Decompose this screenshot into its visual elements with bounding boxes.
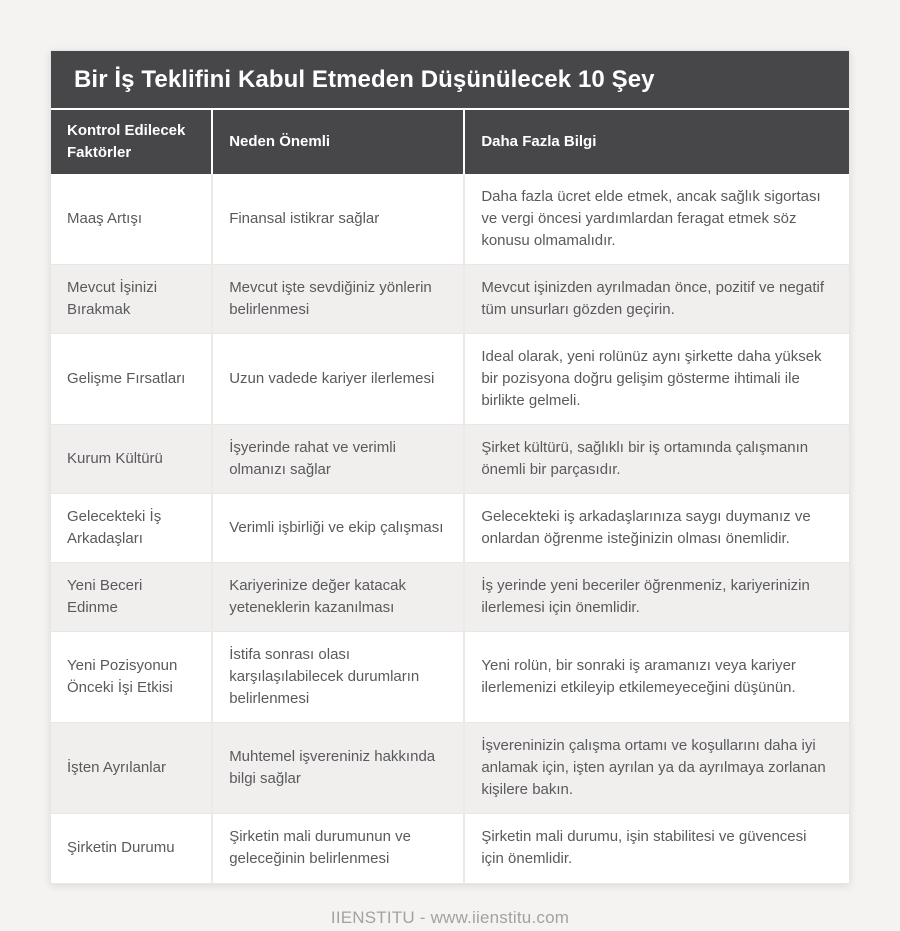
factor-cell: Gelecekteki İş Arkadaşları <box>51 493 212 562</box>
column-header-factors: Kontrol Edilecek Faktörler <box>51 110 212 174</box>
info-table <box>51 110 849 883</box>
why-cell: Kariyerinize değer katacak yeteneklerin kazanılması <box>212 563 464 632</box>
page-title: Bir İş Teklifini Kabul Etmeden Düşünülecek 10 Şey <box>51 51 849 110</box>
why-cell: Muhtemel işvereniniz hakkında bilgi sağlar <box>212 723 464 814</box>
info-cell: İş yerinde yeni beceriler öğrenmeniz, kariyerinizin ilerlemesi için önemlidir. <box>464 563 849 632</box>
table-row <box>51 424 849 493</box>
why-cell: Finansal istikrar sağlar <box>212 174 464 265</box>
table-row <box>51 333 849 424</box>
table-row <box>51 632 849 723</box>
why-cell: Verimli işbirliği ve ekip çalışması <box>212 493 464 562</box>
column-header-info: Daha Fazla Bilgi <box>464 110 849 174</box>
info-cell: Ideal olarak, yeni rolünüz aynı şirkette daha yüksek bir pozisyona doğru gelişim gösterme ihtimali ile birlikte gelmeli. <box>464 333 849 424</box>
factor-cell: Maaş Artışı <box>51 174 212 265</box>
factor-cell: İşten Ayrılanlar <box>51 723 212 814</box>
why-cell: İstifa sonrası olası karşılaşılabilecek durumların belirlenmesi <box>212 632 464 723</box>
factor-cell: Yeni Beceri Edinme <box>51 563 212 632</box>
table-row <box>51 493 849 562</box>
info-cell: Şirket kültürü, sağlıklı bir iş ortamında çalışmanın önemli bir parçasıdır. <box>464 424 849 493</box>
table-row <box>51 814 849 883</box>
info-cell: Yeni rolün, bir sonraki iş aramanızı veya kariyer ilerlemenizi etkileyip etkilemeyeceğini düşünün. <box>464 632 849 723</box>
why-cell: İşyerinde rahat ve verimli olmanızı sağlar <box>212 424 464 493</box>
table-body <box>51 174 849 883</box>
why-cell: Uzun vadede kariyer ilerlemesi <box>212 333 464 424</box>
factor-cell: Şirketin Durumu <box>51 814 212 883</box>
info-cell: Gelecekteki iş arkadaşlarınıza saygı duymanız ve onlardan öğrenme isteğinizin olması önemlidir. <box>464 493 849 562</box>
why-cell: Mevcut işte sevdiğiniz yönlerin belirlenmesi <box>212 264 464 333</box>
column-header-why: Neden Önemli <box>212 110 464 174</box>
info-cell: Şirketin mali durumu, işin stabilitesi ve güvencesi için önemlidir. <box>464 814 849 883</box>
factor-cell: Yeni Pozisyonun Önceki İşi Etkisi <box>51 632 212 723</box>
factor-cell: Gelişme Fırsatları <box>51 333 212 424</box>
table-row <box>51 264 849 333</box>
footer-credit: IIENSTITU - www.iienstitu.com <box>330 907 570 927</box>
factor-cell: Kurum Kültürü <box>51 424 212 493</box>
table-header <box>51 110 849 174</box>
info-cell: Daha fazla ücret elde etmek, ancak sağlık sigortası ve vergi öncesi yardımlardan feragat etmek söz konusu olmamalıdır. <box>464 174 849 265</box>
table-header-row <box>51 110 849 174</box>
info-cell: Mevcut işinizden ayrılmadan önce, pozitif ve negatif tüm unsurları gözden geçirin. <box>464 264 849 333</box>
table-row <box>51 723 849 814</box>
info-cell: İşvereninizin çalışma ortamı ve koşullarını daha iyi anlamak için, işten ayrılan ya da ayrılmaya zorlanan kişilere bakın. <box>464 723 849 814</box>
table-row <box>51 174 849 265</box>
why-cell: Şirketin mali durumunun ve geleceğinin belirlenmesi <box>212 814 464 883</box>
table-row <box>51 563 849 632</box>
info-table-card <box>50 50 850 884</box>
factor-cell: Mevcut İşinizi Bırakmak <box>51 264 212 333</box>
